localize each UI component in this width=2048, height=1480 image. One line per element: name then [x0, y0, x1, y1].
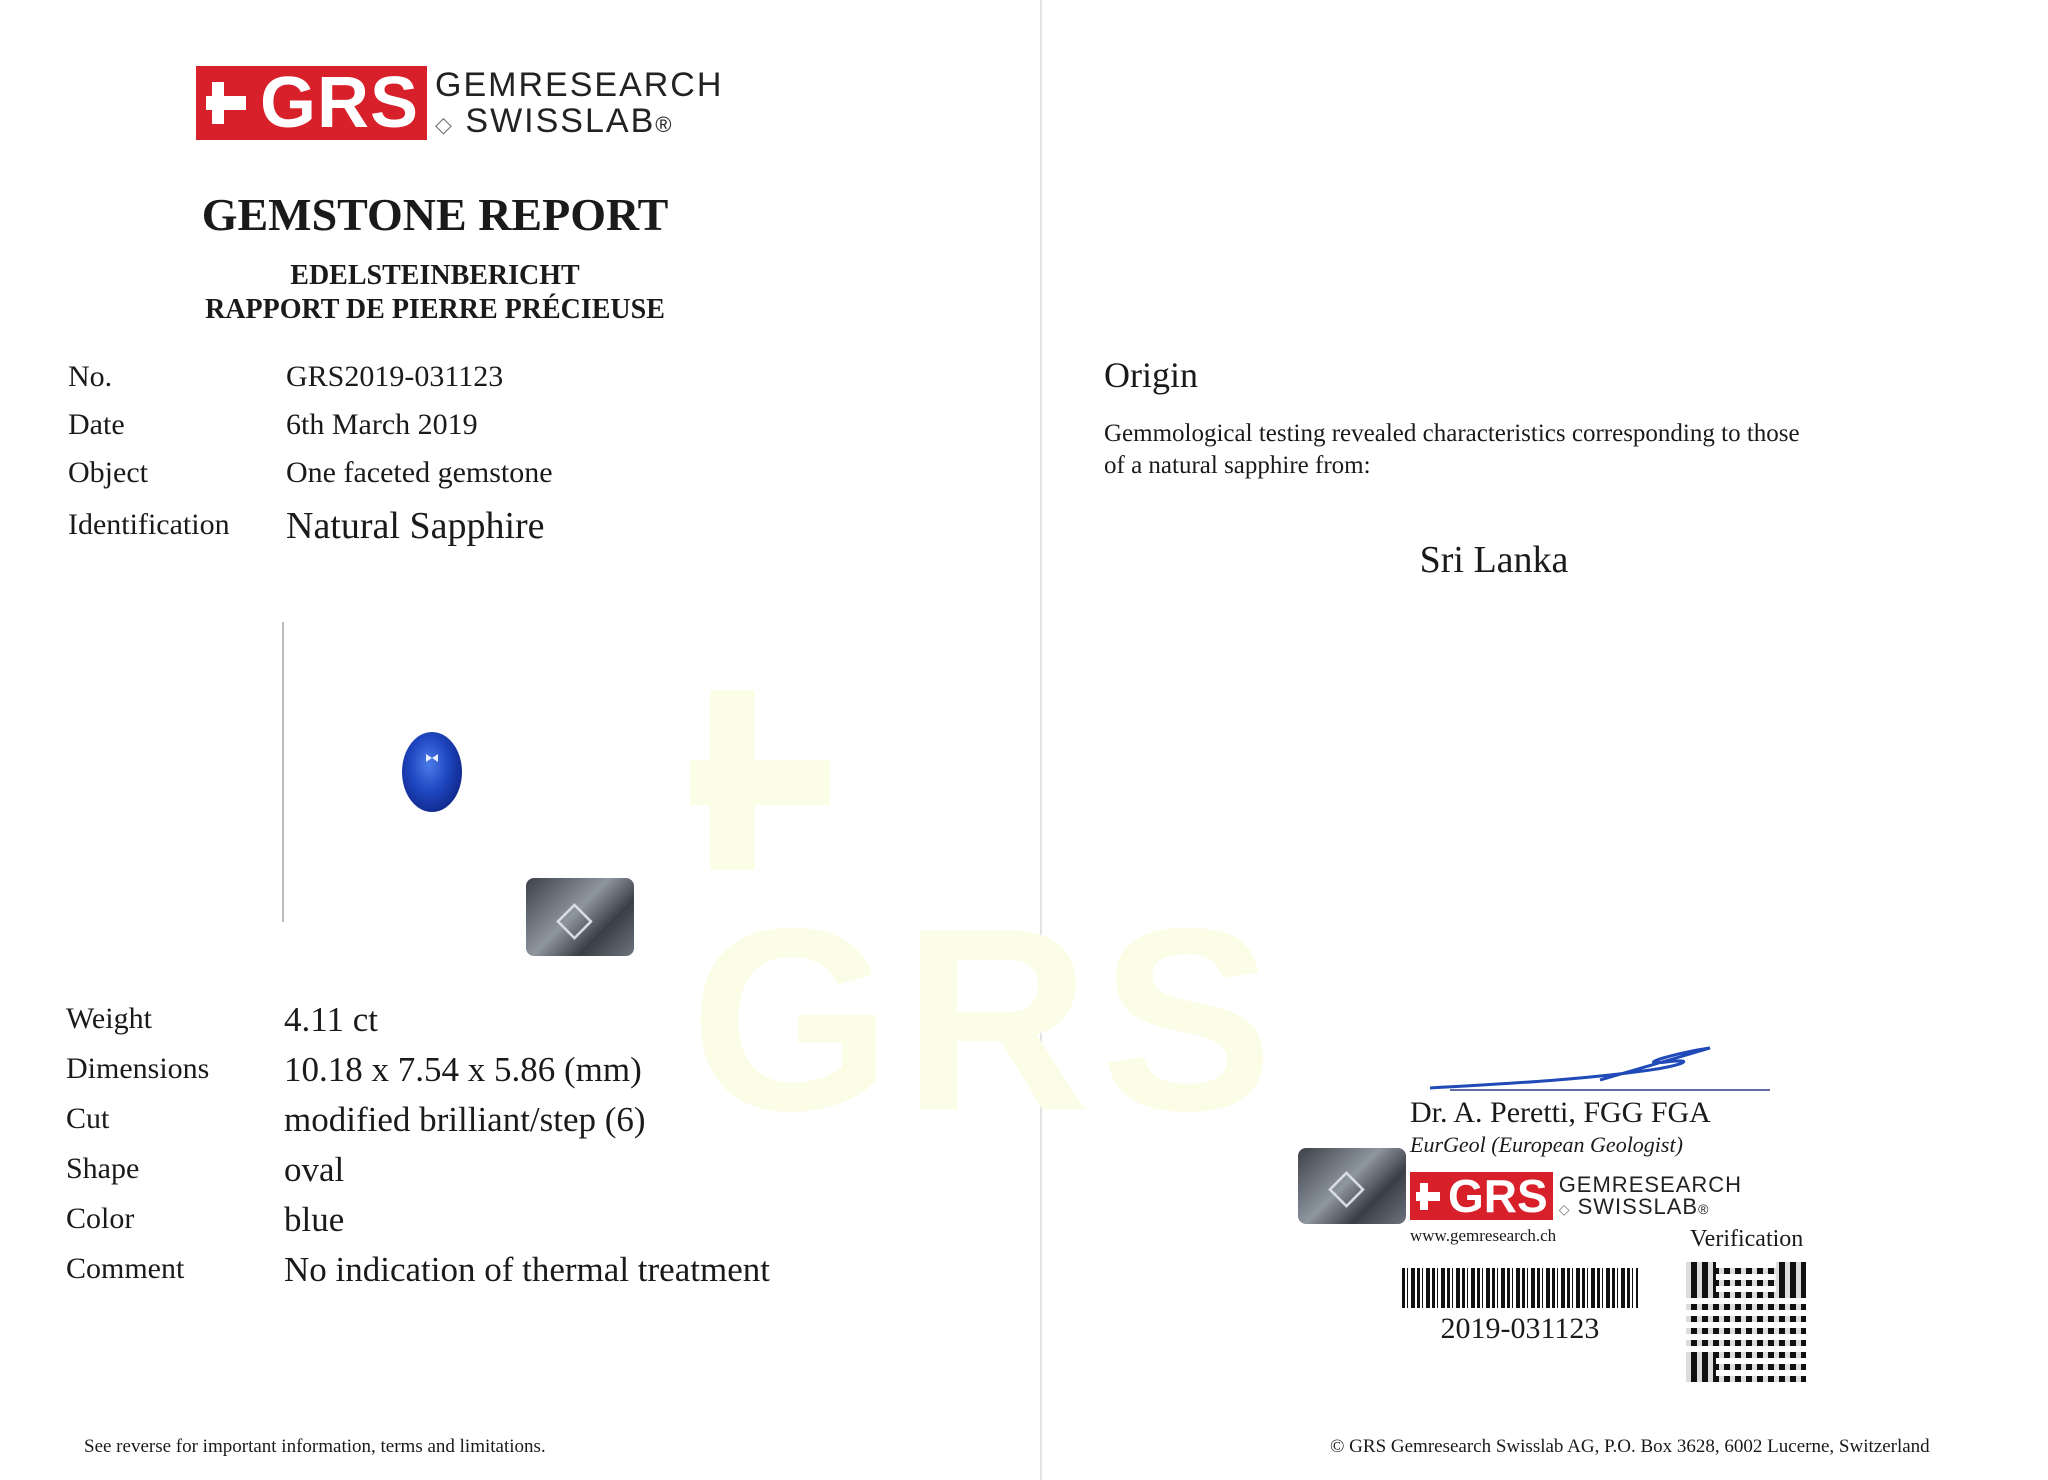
- logo-line2-row: [1559, 1196, 1742, 1218]
- row-weight: [66, 1000, 886, 1044]
- logo-red-block: [1410, 1172, 1553, 1220]
- row-date: [68, 408, 768, 448]
- row-value: modified brilliant/step (6): [284, 1100, 646, 1139]
- row-label: Color: [66, 1202, 135, 1235]
- row-shape: [66, 1150, 886, 1194]
- row-value: 10.18 x 7.54 x 5.86 (mm): [284, 1050, 642, 1089]
- row-label: Weight: [66, 1002, 152, 1035]
- logo-line1: GEMRESEARCH: [1558, 1172, 1743, 1197]
- hologram-seal-icon: [526, 878, 634, 956]
- logo-wordmark: [1559, 1174, 1742, 1218]
- verification-label: Verification: [1690, 1226, 1804, 1252]
- row-label: Dimensions: [66, 1052, 210, 1085]
- logo-wordmark: [435, 68, 723, 138]
- cross-icon: [1416, 1192, 1440, 1201]
- grs-logo-footer: [1410, 1172, 1742, 1220]
- logo-red-block: [196, 63, 427, 143]
- row-dimensions: [66, 1050, 886, 1094]
- barcode-icon: [1402, 1268, 1638, 1308]
- row-label: Object: [68, 456, 148, 489]
- report-title: GEMSTONE REPORT: [201, 189, 669, 240]
- report-subtitle-fr: RAPPORT DE PIERRE PRÉCIEUSE: [205, 294, 665, 325]
- watermark: [690, 640, 1340, 1166]
- row-label: Cut: [66, 1102, 110, 1135]
- logo-mark: GRS: [260, 63, 420, 143]
- watermark-cross-icon: [690, 690, 830, 870]
- grs-logo-header: [196, 63, 724, 143]
- row-object: [68, 456, 768, 496]
- barcode-number: 2019-031123: [1440, 1312, 1600, 1345]
- row-identification: [68, 504, 768, 548]
- row-number: [68, 360, 768, 400]
- row-label: Comment: [66, 1252, 185, 1285]
- qr-code-icon[interactable]: [1686, 1262, 1806, 1382]
- row-label: Identification: [68, 508, 230, 541]
- registered-mark: ®: [1698, 1201, 1710, 1217]
- signatory-title: EurGeol (European Geologist): [1410, 1132, 1683, 1157]
- origin-country: Sri Lanka: [1419, 539, 1569, 581]
- signature-scribble: [1420, 1040, 1780, 1100]
- row-value: GRS2019-031123: [286, 360, 504, 393]
- sapphire-photo: [402, 732, 462, 812]
- report-subtitle-de: EDELSTEINBERICHT: [290, 260, 580, 291]
- photo-frame-line: [282, 622, 284, 922]
- origin-text-line2: of a natural sapphire from:: [1104, 452, 1371, 479]
- row-value: Natural Sapphire: [286, 505, 545, 547]
- logo-line2: SWISSLAB: [465, 102, 656, 140]
- row-value: oval: [284, 1150, 345, 1189]
- row-value: One faceted gemstone: [286, 456, 553, 489]
- diamond-icon: ◇: [435, 112, 454, 137]
- row-value: 4.11 ct: [284, 1000, 378, 1039]
- footer-copyright: © GRS Gemresearch Swisslab AG, P.O. Box 3628, 6002 Lucerne, Switzerland: [1330, 1436, 1930, 1457]
- origin-text-line1: Gemmological testing revealed characteristics corresponding to those: [1104, 420, 1800, 447]
- logo-line1: GEMRESEARCH: [435, 66, 724, 104]
- logo-line2-row: [435, 104, 723, 138]
- row-label: Shape: [66, 1152, 140, 1185]
- origin-heading: Origin: [1104, 355, 1198, 395]
- cross-icon: [206, 96, 246, 110]
- logo-line2: SWISSLAB: [1577, 1194, 1699, 1219]
- website-link[interactable]: www.gemresearch.ch: [1410, 1226, 1557, 1245]
- row-value: No indication of thermal treatment: [284, 1250, 770, 1289]
- logo-mark: GRS: [1448, 1170, 1548, 1222]
- diamond-icon: ◇: [556, 890, 593, 946]
- row-label: Date: [68, 408, 125, 441]
- hologram-seal-icon: [1298, 1148, 1406, 1224]
- signatory-name: Dr. A. Peretti, FGG FGA: [1410, 1096, 1711, 1129]
- diamond-icon: ◇: [1328, 1158, 1365, 1214]
- footer-disclaimer: See reverse for important information, terms and limitations.: [84, 1436, 546, 1457]
- registered-mark: ®: [655, 112, 674, 137]
- row-comment: [66, 1250, 886, 1294]
- row-label: No.: [68, 360, 113, 393]
- row-cut: [66, 1100, 886, 1144]
- watermark-text: GRS: [690, 875, 1284, 1166]
- diamond-icon: ◇: [1558, 1201, 1571, 1217]
- row-color: [66, 1200, 886, 1244]
- row-value: blue: [284, 1200, 345, 1239]
- row-value: 6th March 2019: [286, 408, 478, 441]
